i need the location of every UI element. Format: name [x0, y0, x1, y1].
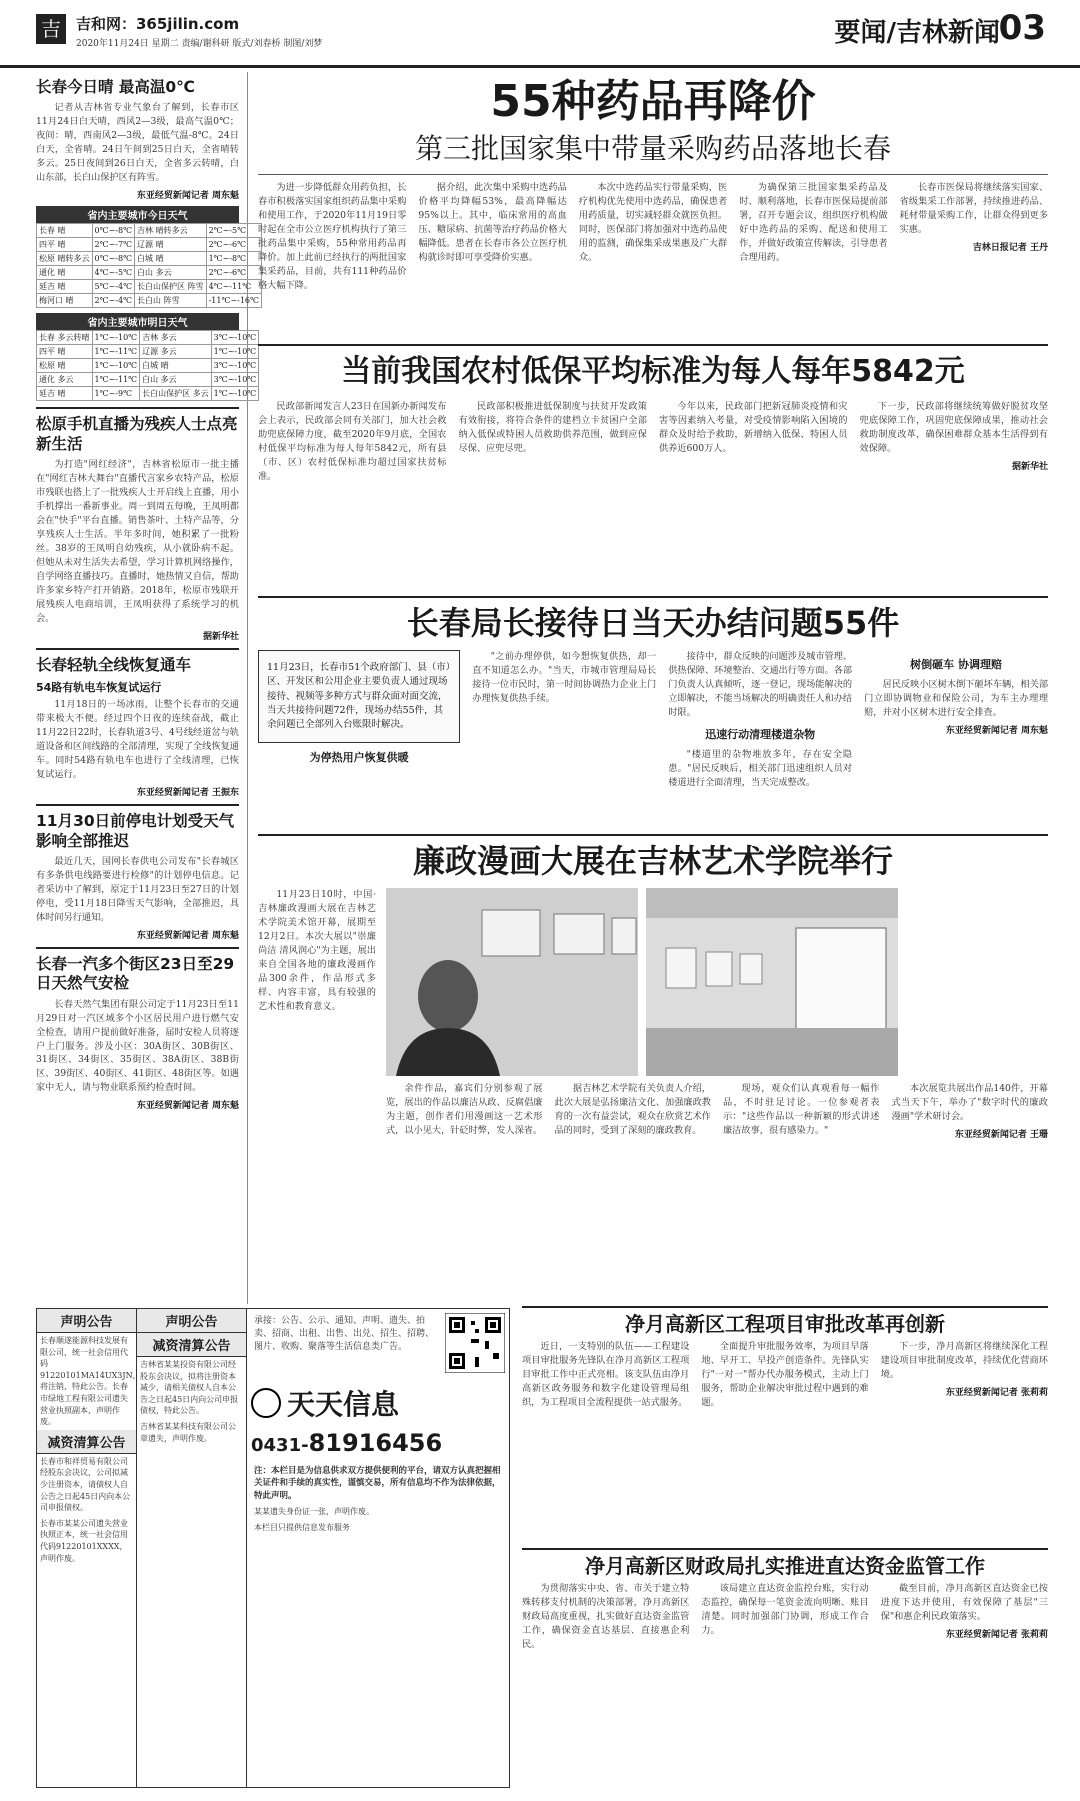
- fund-supervision-byline: 东亚经贸新闻记者 张莉莉: [945, 1629, 1048, 1640]
- cartoon-exhibit-col-2: 据吉林艺术学院有关负责人介绍，此次大展是弘扬廉洁文化、加强廉政教育的一次有益尝试，观众在欣赏艺术作品的同时，受到了深刻的廉政教育。: [554, 1083, 711, 1136]
- exhibit-photo-visitor-image: [386, 888, 638, 1076]
- director-day-story: [258, 602, 1048, 834]
- power-byline: 东亚经贸新闻记者 周东魁: [136, 930, 239, 941]
- qr-code-icon: [445, 1313, 505, 1373]
- classified-text-bottom-a: 长春市某某公司遗失营业执照正本，统一社会信用代码91220101XXXX，声明作废。: [40, 1518, 128, 1563]
- power-body: 最近几天，国网长春供电公司发布"长春城区有多条供电线路要进行检修"的计划停电信息。记者采访中了解到，原定于11月23日至27日的计划停电，受11月18日降雪天气影响，全部推迟，具体时间另行通知。: [36, 855, 239, 923]
- weather-cell: 长春 多云转晴: [37, 331, 93, 345]
- weather-cell: 1℃~-10℃: [211, 345, 259, 359]
- weather-cell: 延吉 晴: [37, 387, 93, 401]
- page-number: 03: [998, 8, 1046, 48]
- weather-body: 记者从吉林省专业气象台了解到，长春市区11月24日白天晴，西风2—3级，最高气温0℃；夜间：晴，西南风2—3级，最低气温-8℃。24日白天，全省晴。24日午间到25日白天，全省晴转多云。25日夜间到26日白天，全省多云转晴，白山东部，长白山保护区有阵雪。: [36, 102, 239, 184]
- weather-cell: -11℃~-16℃: [206, 294, 261, 308]
- lightrail-title: 长春轻轨全线恢复通车: [36, 655, 192, 674]
- cartoon-exhibit-title: 廉政漫画大展在吉林艺术学院举行: [412, 842, 893, 880]
- drug-price-col-3: 本次中选药品实行带量采购，医疗机构优先使用中选药品，确保患者用药质量，切实减轻群众就医负担。同时，医保部门将加强对中选药品使用的监测，确保集采成果惠及广大群众。: [578, 182, 728, 263]
- fund-supervision-col-3: 截至目前，净月高新区直达资金已按进度下达并使用，有效保障了基层"三保"和惠企利民政策落实。: [880, 1583, 1048, 1622]
- weather-row: [37, 359, 259, 373]
- gas-title: 长春一汽多个街区23日至29日天然气安检: [36, 954, 235, 993]
- weather-row: [37, 331, 259, 345]
- weather-cell: 长春 晴: [37, 224, 93, 238]
- weather-cell: 0℃~-8℃: [92, 252, 134, 266]
- fund-supervision-col-1: 为贯彻落实中央、省、市关于建立特殊转移支付机制的决策部署，净月高新区财政局高度重视，扎实做好直达资金监管工作，确保资金直达基层、直接惠企利民。: [522, 1583, 690, 1650]
- rural-subsidy-col-1: 民政部新闻发言人23日在国新办新闻发布会上表示，民政部会同有关部门，加大社会救助兜底保障力度，截至2020年9月底，全国农村低保平均标准为每人每年5842元，所有县（市、区）农村低保标准均超过国家扶贫标准。: [258, 401, 447, 482]
- classified-brand: 天天信息: [287, 1388, 400, 1421]
- weather-cell: 3℃~-10℃: [211, 359, 259, 373]
- weather-table-tomorrow: [36, 330, 259, 401]
- lightrail-byline: 东亚经贸新闻记者 王振东: [136, 788, 239, 799]
- weather-cell: 5℃~-4℃: [92, 280, 134, 294]
- weather-row: [37, 387, 259, 401]
- weather-cell: 0℃~-8℃: [92, 224, 134, 238]
- cartoon-exhibit-lead: 11月23日10时，中国·吉林廉政漫画大展在吉林艺术学院美术馆开幕，展期至12月2日。本次大展以"崇廉尚洁 清风润心"为主题，展出来自全国各地的廉政漫画作品300余件，作品形式多样、内容丰富，具有较强的艺术性和教育意义。: [258, 889, 376, 1012]
- rural-subsidy-col-2: 民政部积极推进低保制度与扶贫开发政策有效衔接，将符合条件的建档立卡贫困户全部纳入低保或特困人员救助供养范围，做到应保尽保、应兜尽兜。: [458, 401, 647, 454]
- gas-body: 长春天然气集团有限公司定于11月23日至11月29日对一汽区域多个小区居民用户进行燃气安全检查，请用户提前做好准备，届时安检人员将逐户上门服务。涉及小区：30A街区、30B街区、31街区、34街区、35街区、38A街区、38B街区、39街区、40街区、41街区、48街区等。如遇家中无人，请与物业联系预约检查时间。: [36, 998, 239, 1094]
- weather-cell: 四平 晴: [37, 345, 93, 359]
- weather-cell: 吉林 晴转多云: [135, 224, 207, 238]
- drug-price-title: 55种药品再降价: [490, 76, 816, 127]
- approval-reform-col-1: 近日，一支特别的队伍——工程建设项目审批服务先锋队在净月高新区工程项目审批工作中正式亮相。该支队伍由净月高新区政务服务和数字化建设管理局组织，为工程项目全流程提供一站式服务。: [522, 1341, 690, 1408]
- weather-cell: 辽源 晴: [135, 238, 207, 252]
- weather-cell: 2℃~-5℃: [206, 224, 261, 238]
- songyuan-body: 为打造"网红经济"，吉林省松原市一批主播在"网红吉林大舞台"直播代言家乡农特产品，松原市残联也搭上了一批残疾人士开启线上直播，用小手机撑出一番新事业。周一到周五每晚，王凤明都会在"快手"平台直播。销售茶叶、土特产品等，分享残疾人士生活。半年多时间，她积累了一批粉丝。38岁的王凤明自幼残疾，从小就卧病不起。但她从未对生活失去希望，学习计算机网络操作，自学网络直播技巧。直播时，她热情又自信，帮助许多家乡特产打开销路。2018年，松原市残联开展残疾人电商培训，王凤明获得了系统学习的机会。: [36, 459, 239, 624]
- weather-cell: 通化 多云: [37, 373, 93, 387]
- lightrail-body: 11月18日的一场冰雨，让整个长春市的交通带来极大不便。经过四个日夜的连续奋战，截止11月22日22时，长春轨道3号、4号线经道岔与轨道设备和区间线路的全部清理，实现了全线恢复通车。同时54路有轨电车也进行了全线清理，已恢复试运行。: [36, 699, 239, 781]
- drug-price-col-4: 为确保第三批国家集采药品及时、顺利落地，长春市医保局提前部署，召开专题会议，组织医疗机构做好中选药品的采购、配送和使用工作，并做好政策宣传解读，引导患者合理用药。: [739, 182, 888, 263]
- phone-number: 81916456: [308, 1429, 443, 1457]
- exhibit-photo-gallery: [646, 888, 898, 1076]
- approval-reform-title: 净月高新区工程项目审批改革再创新: [625, 1312, 945, 1336]
- weather-cell: 1℃~-8℃: [206, 252, 261, 266]
- brand-logo-icon: [251, 1388, 281, 1418]
- cartoon-exhibit-story: [258, 840, 1048, 1175]
- rural-subsidy-col-4: 下一步，民政部将继续统筹做好脱贫攻坚兜底保障工作，巩固兜底保障成果，推动社会救助制度改革，确保困难群众基本生活得到有效保障。: [859, 401, 1048, 454]
- weather-cell: 四平 晴: [37, 238, 93, 252]
- songyuan-byline: 据新华社: [202, 631, 239, 642]
- rural-subsidy-story: [258, 352, 1048, 596]
- weather-cell: 1℃~-11℃: [92, 345, 140, 359]
- drug-price-col-1: 为进一步降低群众用药负担，长春市积极落实国家组织药品集中采购和使用工作，于2020年11月19日零时起在全市公立医疗机构执行了第三批药品集中采购，55种常用药品再降价。加上此前已经执行的两批国家集采药品，目前，共有111种药品价格大幅下降。: [258, 182, 407, 291]
- classified-header-1b: 减资清算公告: [37, 1430, 136, 1454]
- weather-cell: 通化 晴: [37, 266, 93, 280]
- fund-supervision-title: 净月高新区财政局扎实推进直达资金监管工作: [585, 1554, 985, 1578]
- weather-cell: 1℃~-11℃: [92, 373, 140, 387]
- fund-supervision-story: [522, 1550, 1048, 1786]
- weather-cell: 1℃~-10℃: [92, 331, 140, 345]
- lightrail-subtitle: 54路有轨电车恢复试运行: [36, 681, 162, 695]
- rural-subsidy-byline: 据新华社: [1011, 461, 1048, 472]
- weather-row: [37, 238, 262, 252]
- weather-row: [37, 294, 262, 308]
- weather-cell: 白城 晴: [140, 359, 212, 373]
- site-name: 吉和网：365jilin.com: [76, 15, 240, 33]
- rural-subsidy-title: 当前我国农村低保平均标准为每人每年5842元: [341, 354, 965, 389]
- director-day-sub-3: 树倒砸车 协调理赔: [910, 658, 1002, 671]
- director-day-summary: 11月23日，长春市51个政府部门、县（市）区、开发区和公用企业主要负责人通过现场接待、视频等多种方式与群众面对面交流，当天共接待问题72件，现场办结55件，其余问题已全部列入台账限时解决。: [258, 650, 460, 743]
- weather-cell: 吉林 多云: [140, 331, 212, 345]
- drug-price-col-5: 长春市医保局将继续落实国家、省级集采工作部署，持续推进药品、耗材带量采购工作，让群众得到更多实惠。: [899, 182, 1049, 235]
- weather-cell: 松原 晴转多云: [37, 252, 93, 266]
- drug-price-story: [258, 74, 1048, 344]
- weather-cell: 4℃~-5℃: [92, 266, 134, 280]
- weather-cell: 1℃~-10℃: [211, 387, 259, 401]
- weather-table-tomorrow-title: 省内主要城市明日天气: [36, 313, 239, 330]
- director-day-col-4: 居民反映小区树木倒下砸坏车辆，相关部门立即协调物业和保险公司，为车主办理理赔，并对小区树木进行安全排查。: [864, 679, 1049, 718]
- director-day-sub-2: 迅速行动清理楼道杂物: [705, 727, 816, 741]
- section-title: 要闻/吉林新闻: [834, 18, 1000, 48]
- issue-meta: 2020年11月24日 星期二 责编/谢科研 版式/刘春桥 制图/刘梦: [76, 39, 323, 49]
- phone-prefix: 0431-: [251, 1435, 309, 1456]
- weather-row: [37, 224, 262, 238]
- weather-table-today: [36, 223, 262, 308]
- weather-byline: 东亚经贸新闻记者 周东魁: [136, 191, 239, 202]
- weather-cell: 3℃~-10℃: [211, 331, 259, 345]
- weather-cell: 长白山保护区 多云: [140, 387, 212, 401]
- classified-text-bottom-c: 某某遗失身份证一张，声明作废。: [254, 1506, 374, 1516]
- power-story: [36, 806, 239, 949]
- weather-cell: 白山 多云: [140, 373, 212, 387]
- weather-cell: 2℃~-4℃: [92, 294, 134, 308]
- classified-text-1: 长春顺遂能源科技发展有限公司，统一社会信用代码91220101MA14UX3JN，将注销，特此公告。长春市绿地工程有限公司遗失营业执照副本，声明作废。: [40, 1336, 141, 1427]
- songyuan-story: [36, 409, 239, 650]
- classified-col-1: [37, 1309, 141, 1787]
- weather-row: [37, 252, 262, 266]
- classified-header-2b: 减资清算公告: [137, 1333, 246, 1357]
- classified-text-bottom-b: 吉林省某某科技有限公司公章遗失，声明作废。: [140, 1421, 236, 1443]
- weather-row: [37, 373, 259, 387]
- weather-row: [37, 266, 262, 280]
- weather-cell: 4℃~-11℃: [206, 280, 261, 294]
- classified-text-1c: 长春市和祥贸易有限公司经股东会决议，公司拟减少注册资本，请债权人自公告之日起45日内向本公司申报债权。: [40, 1456, 131, 1513]
- director-day-col-3: "楼道里的杂物堆放多年，存在安全隐患。"居民反映后，相关部门迅速组织人员对楼道进行全面清理，当天完成整改。: [668, 748, 853, 788]
- songyuan-title: 松原手机直播为残疾人士点亮新生活: [36, 415, 238, 453]
- left-column: [36, 72, 259, 1304]
- classified-col-2: [137, 1309, 247, 1787]
- drug-price-subtitle: 第三批国家集中带量采购药品落地长春: [414, 132, 891, 165]
- classified-header-2: 声明公告: [137, 1309, 246, 1333]
- weather-row: [37, 345, 259, 359]
- director-day-title: 长春局长接待日当天办结问题55件: [406, 604, 900, 642]
- jingyue-stories: [522, 1306, 1048, 1786]
- approval-reform-byline: 东亚经贸新闻记者 张莉莉: [945, 1387, 1048, 1398]
- weather-cell: 3℃~-10℃: [211, 373, 259, 387]
- weather-cell: 1℃~-10℃: [92, 359, 140, 373]
- cartoon-exhibit-col-3: 现场，观众们认真观看每一幅作品，不时驻足讨论。一位参观者表示："这些作品以一种新颖的形式讲述廉洁故事，很有感染力。": [723, 1083, 880, 1136]
- director-day-col-1: "之前办理停供，如今想恢复供热，却一直不知道怎么办。"当天，市城市管理局局长接待一位市民时，第一时间协调热力企业上门办理恢复供热手续。: [472, 651, 657, 704]
- classified-text-2: 吉林省某某投资有限公司经股东会决议，拟将注册资本减少，请相关债权人自本公告之日起45日内向公司申报债权，特此公告。: [140, 1360, 239, 1416]
- lightrail-story: [36, 650, 239, 806]
- weather-cell: 长白山 阵雪: [135, 294, 207, 308]
- director-day-sub-1: 为停热用户恢复供暖: [309, 751, 409, 765]
- weather-story: [36, 72, 259, 409]
- classified-ads: [36, 1308, 510, 1788]
- weather-cell: 2℃~-6℃: [206, 266, 261, 280]
- classified-services: 承接：公告、公示、通知、声明、遗失、拍卖、招商、出租、出售、出兑、招生、招聘、图片、收购、聚落等生活信息类广告。: [254, 1316, 435, 1353]
- weather-cell: 延吉 晴: [37, 280, 93, 294]
- drug-price-byline: 吉林日报记者 王丹: [972, 242, 1049, 253]
- approval-reform-col-3: 下一步，净月高新区将继续深化工程建设项目审批制度改革，持续优化营商环境。: [880, 1341, 1048, 1380]
- cartoon-exhibit-col-4: 本次展览共展出作品140件，开幕式当天下午，举办了"数字时代的廉政漫画"学术研讨会。: [891, 1083, 1048, 1122]
- cartoon-exhibit-byline: 东亚经贸新闻记者 王珊: [954, 1129, 1048, 1140]
- weather-cell: 梅河口 晴: [37, 294, 93, 308]
- approval-reform-story: [522, 1308, 1048, 1548]
- weather-cell: 1℃~-9℃: [92, 387, 140, 401]
- weather-cell: 辽源 多云: [140, 345, 212, 359]
- exhibit-photo-visitor: [386, 888, 638, 1076]
- fund-supervision-col-2: 该局建立直达资金监控台账，实行动态监控，确保每一笔资金流向明晰、账目清楚。同时加强部门协调，形成工作合力。: [701, 1583, 869, 1636]
- classified-col-3: [247, 1309, 509, 1787]
- logo-icon: 吉: [36, 14, 66, 44]
- director-day-col-2: 接待中，群众反映的问题涉及城市管理、供热保障、环境整治、交通出行等方面。各部门负责人认真倾听，逐一登记，现场能解决的立即解决，不能当场解决的明确责任人和办结时限。: [668, 651, 853, 718]
- classified-text-bottom-d: 本栏目只提供信息发布服务: [254, 1522, 350, 1532]
- weather-cell: 松原 晴: [37, 359, 93, 373]
- gas-story: [36, 949, 239, 1118]
- weather-table-today-title: 省内主要城市今日天气: [36, 206, 239, 223]
- approval-reform-col-2: 全面提升审批服务效率，为项目早落地、早开工、早投产创造条件。先锋队实行"一对一"帮办代办服务模式，主动上门服务，帮助企业解决审批过程中遇到的难题。: [701, 1341, 869, 1408]
- main-column: [258, 72, 1048, 1175]
- weather-cell: 长白山保护区 阵雪: [135, 280, 207, 294]
- weather-cell: 白山 多云: [135, 266, 207, 280]
- classified-header-1: 声明公告: [37, 1309, 136, 1333]
- weather-cell: 2℃~-6℃: [206, 238, 261, 252]
- drug-price-col-2: 据介绍，此次集中采购中选药品价格平均降幅53%，最高降幅达95%以上。其中，临床常用的高血压、糖尿病、抗菌等治疗药品价格大幅降低。患者在长春市各公立医疗机构就诊时即可享受降价实惠。: [418, 182, 567, 263]
- weather-title: 长春今日晴 最高温0℃: [36, 78, 195, 96]
- rural-subsidy-col-3: 今年以来，民政部门把新冠肺炎疫情和灾害等因素纳入考量，对受疫情影响陷入困境的群众及时给予救助，新增纳入低保、特困人员供养近600万人。: [659, 401, 848, 454]
- exhibit-photo-gallery-image: [646, 888, 898, 1076]
- director-day-byline: 东亚经贸新闻记者 周东魁: [945, 725, 1049, 736]
- weather-cell: 2℃~-7℃: [92, 238, 134, 252]
- power-title: 11月30日前停电计划受天气影响全部推迟: [36, 812, 235, 850]
- classified-note: 注：本栏目是为信息供求双方提供便利的平台，请双方认真把握相关证件和手续的真实性，谨慎交易，所有信息均不作为法律依据，特此声明。: [254, 1466, 501, 1501]
- cartoon-exhibit-col-1: 余件作品，嘉宾们分别参观了展览，展出的作品以廉洁从政、反腐倡廉为主题，创作者们用漫画这一艺术形式，以小见大，针砭时弊，发人深省。: [386, 1083, 543, 1136]
- gas-byline: 东亚经贸新闻记者 周东魁: [136, 1101, 239, 1112]
- weather-row: [37, 280, 262, 294]
- masthead: [0, 0, 1080, 68]
- weather-cell: 白城 晴: [135, 252, 207, 266]
